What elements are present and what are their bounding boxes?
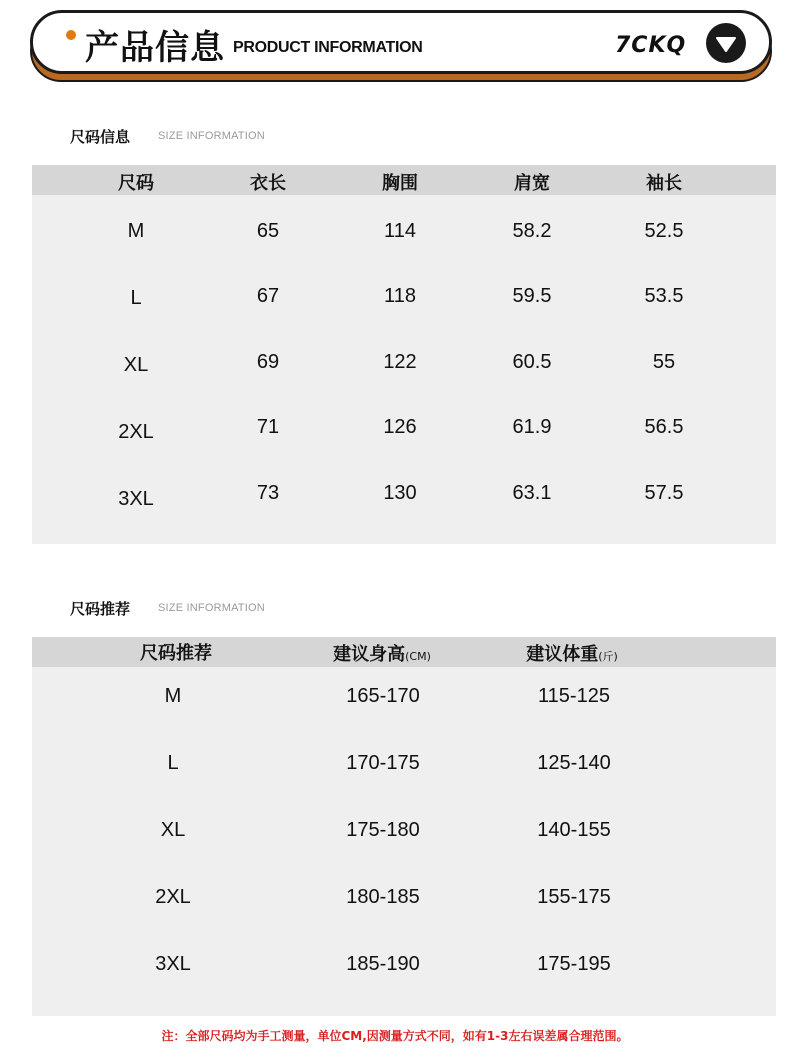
recommend-weight-cell: 115-125: [538, 685, 610, 707]
recommend-col-weight: [526, 640, 618, 666]
sleeve-cell: 57.5: [644, 482, 684, 504]
size-info-col-chest: 胸围: [382, 173, 418, 194]
recommend-weight-cell: 175-195: [537, 953, 611, 975]
length-cell: 65: [256, 220, 280, 242]
length-cell: 71: [256, 416, 280, 438]
size-info-col-shoulder: 肩宽: [514, 173, 550, 194]
recommend-height-cell: 165-170: [346, 685, 420, 707]
sleeve-cell: 55: [652, 351, 676, 373]
recommend-weight-cell: 140-155: [537, 819, 611, 841]
brand-logo: 7CKQ: [615, 33, 687, 58]
length-cell: 73: [256, 482, 280, 504]
banner-title: 产品信息: [85, 28, 225, 68]
shoulder-cell: 63.1: [512, 482, 552, 504]
chevron-down-icon[interactable]: [706, 23, 746, 63]
bullet-dot-icon: [66, 30, 76, 40]
shoulder-cell: 58.2: [512, 220, 552, 242]
chest-cell: 118: [384, 285, 416, 307]
recommend-col-weight-unit: (斤): [598, 650, 618, 663]
length-cell: 67: [256, 285, 280, 307]
recommend-height-cell: 180-185: [346, 886, 420, 908]
size-recommend-heading-en: SIZE INFORMATION: [158, 602, 265, 614]
size-cell: XL: [123, 354, 149, 376]
shoulder-cell: 60.5: [512, 351, 552, 373]
size-cell: M: [127, 220, 145, 242]
chest-cell: 122: [383, 351, 417, 373]
sleeve-cell: 53.5: [644, 285, 684, 307]
recommend-size-cell: L: [167, 752, 179, 774]
sleeve-cell: 52.5: [644, 220, 684, 242]
recommend-height-cell: 175-180: [346, 819, 420, 841]
size-cell: 3XL: [118, 488, 154, 510]
recommend-col-height: [333, 640, 431, 666]
recommend-size-cell: XL: [160, 819, 186, 841]
recommend-size-cell: M: [164, 685, 182, 707]
size-cell: 2XL: [118, 421, 154, 443]
size-info-table: [32, 165, 776, 544]
chest-cell: 130: [383, 482, 417, 504]
sleeve-cell: 56.5: [644, 416, 684, 438]
size-info-heading-zh: 尺码信息: [70, 128, 131, 146]
recommend-weight-cell: 155-175: [537, 886, 611, 908]
chest-cell: 126: [383, 416, 417, 438]
chest-cell: 114: [384, 220, 416, 242]
shoulder-cell: 61.9: [512, 416, 552, 438]
size-recommend-table: [32, 637, 776, 1016]
size-recommend-heading: [70, 598, 265, 619]
size-info-heading: [70, 126, 265, 147]
recommend-height-cell: 170-175: [346, 752, 420, 774]
size-info-col-sleeve: 袖长: [646, 173, 682, 194]
shoulder-cell: 59.5: [512, 285, 552, 307]
recommend-height-cell: 185-190: [346, 953, 420, 975]
size-cell: L: [130, 287, 142, 309]
recommend-col-size: [140, 639, 212, 665]
recommend-col-weight-label: 建议体重: [526, 644, 599, 665]
size-info-col-length: 衣长: [250, 173, 286, 194]
size-info-col-size: 尺码: [118, 173, 154, 194]
recommend-size-cell: 2XL: [155, 886, 191, 908]
recommend-weight-cell: 125-140: [537, 752, 611, 774]
recommend-col-height-unit: (CM): [405, 650, 431, 663]
size-info-header-row: [32, 165, 776, 195]
length-cell: 69: [256, 351, 280, 373]
product-info-banner: [30, 10, 772, 74]
recommend-col-height-label: 建议身高: [333, 644, 406, 665]
recommend-col-size-label: 尺码推荐: [140, 643, 212, 664]
banner-subtitle: PRODUCT INFORMATION: [233, 39, 423, 56]
size-recommend-header-row: [32, 637, 776, 667]
measurement-footnote: 注：全部尺码均为手工测量，单位CM,因测量方式不同，如有1-3左右误差属合理范围。: [161, 1029, 629, 1043]
size-info-heading-en: SIZE INFORMATION: [158, 130, 265, 142]
recommend-size-cell: 3XL: [155, 953, 191, 975]
size-recommend-heading-zh: 尺码推荐: [70, 600, 131, 618]
